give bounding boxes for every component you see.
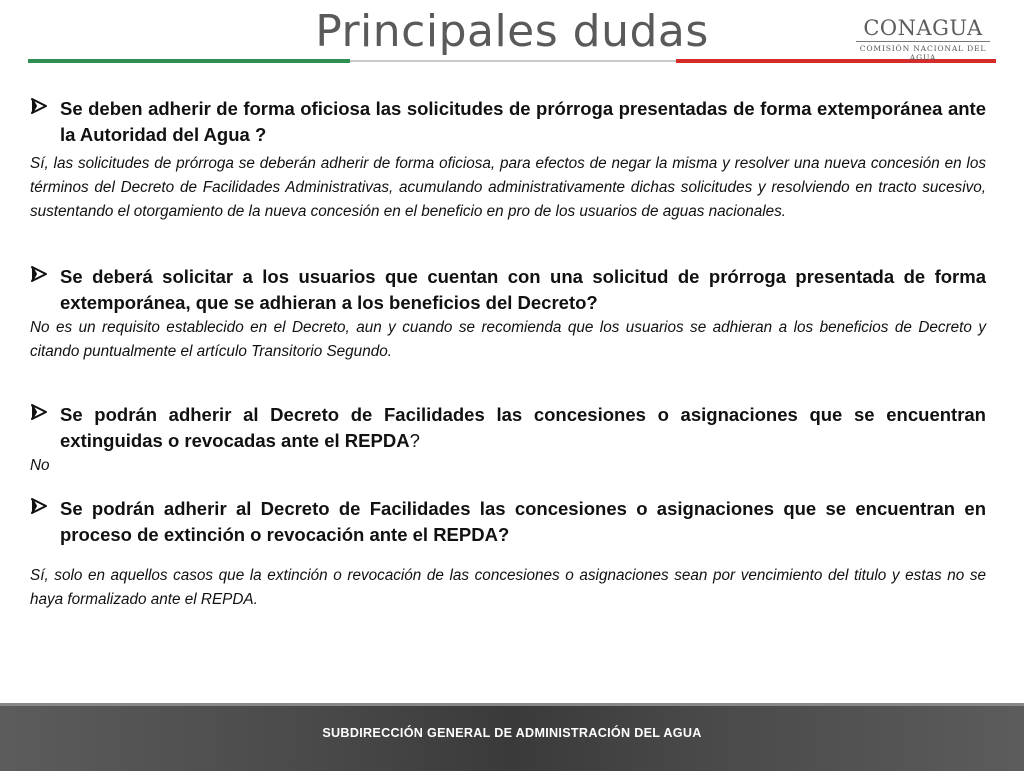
faq-question-4 xyxy=(30,496,986,548)
question-text-main: Se podrán adherir al Decreto de Facilidades las concesiones o asignaciones que se encuentran extinguidas o revocadas ante el REPDA xyxy=(60,404,986,451)
logo-name: CONAGUA xyxy=(856,16,990,42)
question-text: Se deben adherir de forma oficiosa las solicitudes de prórroga presentadas de forma extemporánea ante la Autoridad del Agua ? xyxy=(60,98,986,145)
arrow-bullet-icon xyxy=(30,264,60,283)
faq-answer-4: Sí, solo en aquellos casos que la extinción o revocación de las concesiones o asignaciones sean por vencimiento del titulo y estas no se haya formalizado ante el REPDA. xyxy=(30,567,986,608)
footer-bar xyxy=(0,703,1024,771)
faq-content xyxy=(30,96,986,612)
arrow-bullet-icon xyxy=(30,496,60,515)
arrow-bullet-icon xyxy=(30,402,60,421)
question-text xyxy=(60,402,986,454)
question-mark: ? xyxy=(409,430,420,451)
faq-answer-1: Sí, las solicitudes de prórroga se deberán adherir de forma oficiosa, para efectos de negar la misma y resolver una nueva concesión en los términos del Decreto de Facilidades Administrativas, acumulando administrativamente dichas solicitudes y resolviendo en tracto sucesivo, sustentando el otorgamiento de la nueva concesión en el beneficio en pro de los usuarios de aguas nacionales. xyxy=(30,155,986,220)
conagua-logo xyxy=(856,16,990,62)
title-rule-grey xyxy=(350,60,676,62)
faq-question-2 xyxy=(30,264,986,316)
faq-answer-2: No es un requisito establecido en el Decreto, aun y cuando se recomienda que los usuarios se adhieran a los beneficios de Decreto y citando puntualmente el artículo Transitorio Segundo. xyxy=(30,319,986,360)
question-text: Se podrán adherir al Decreto de Facilidades las concesiones o asignaciones que se encuentran en proceso de extinción o revocación ante el REPDA? xyxy=(60,498,986,545)
faq-answer-3: No xyxy=(30,457,50,474)
question-text: Se deberá solicitar a los usuarios que cuentan con una solicitud de prórroga presentada de forma extemporánea, que se adhieran a los beneficios del Decreto? xyxy=(60,266,986,313)
page-title: Principales dudas xyxy=(315,6,709,57)
logo-subtitle: COMISIÓN NACIONAL DEL AGUA xyxy=(859,44,987,62)
arrow-bullet-icon xyxy=(30,96,60,115)
footer-text: SUBDIRECCIÓN GENERAL DE ADMINISTRACIÓN DEL AGUA xyxy=(322,726,702,740)
title-rule-green xyxy=(28,59,350,63)
faq-question-1 xyxy=(30,96,986,148)
faq-question-3 xyxy=(30,402,986,454)
